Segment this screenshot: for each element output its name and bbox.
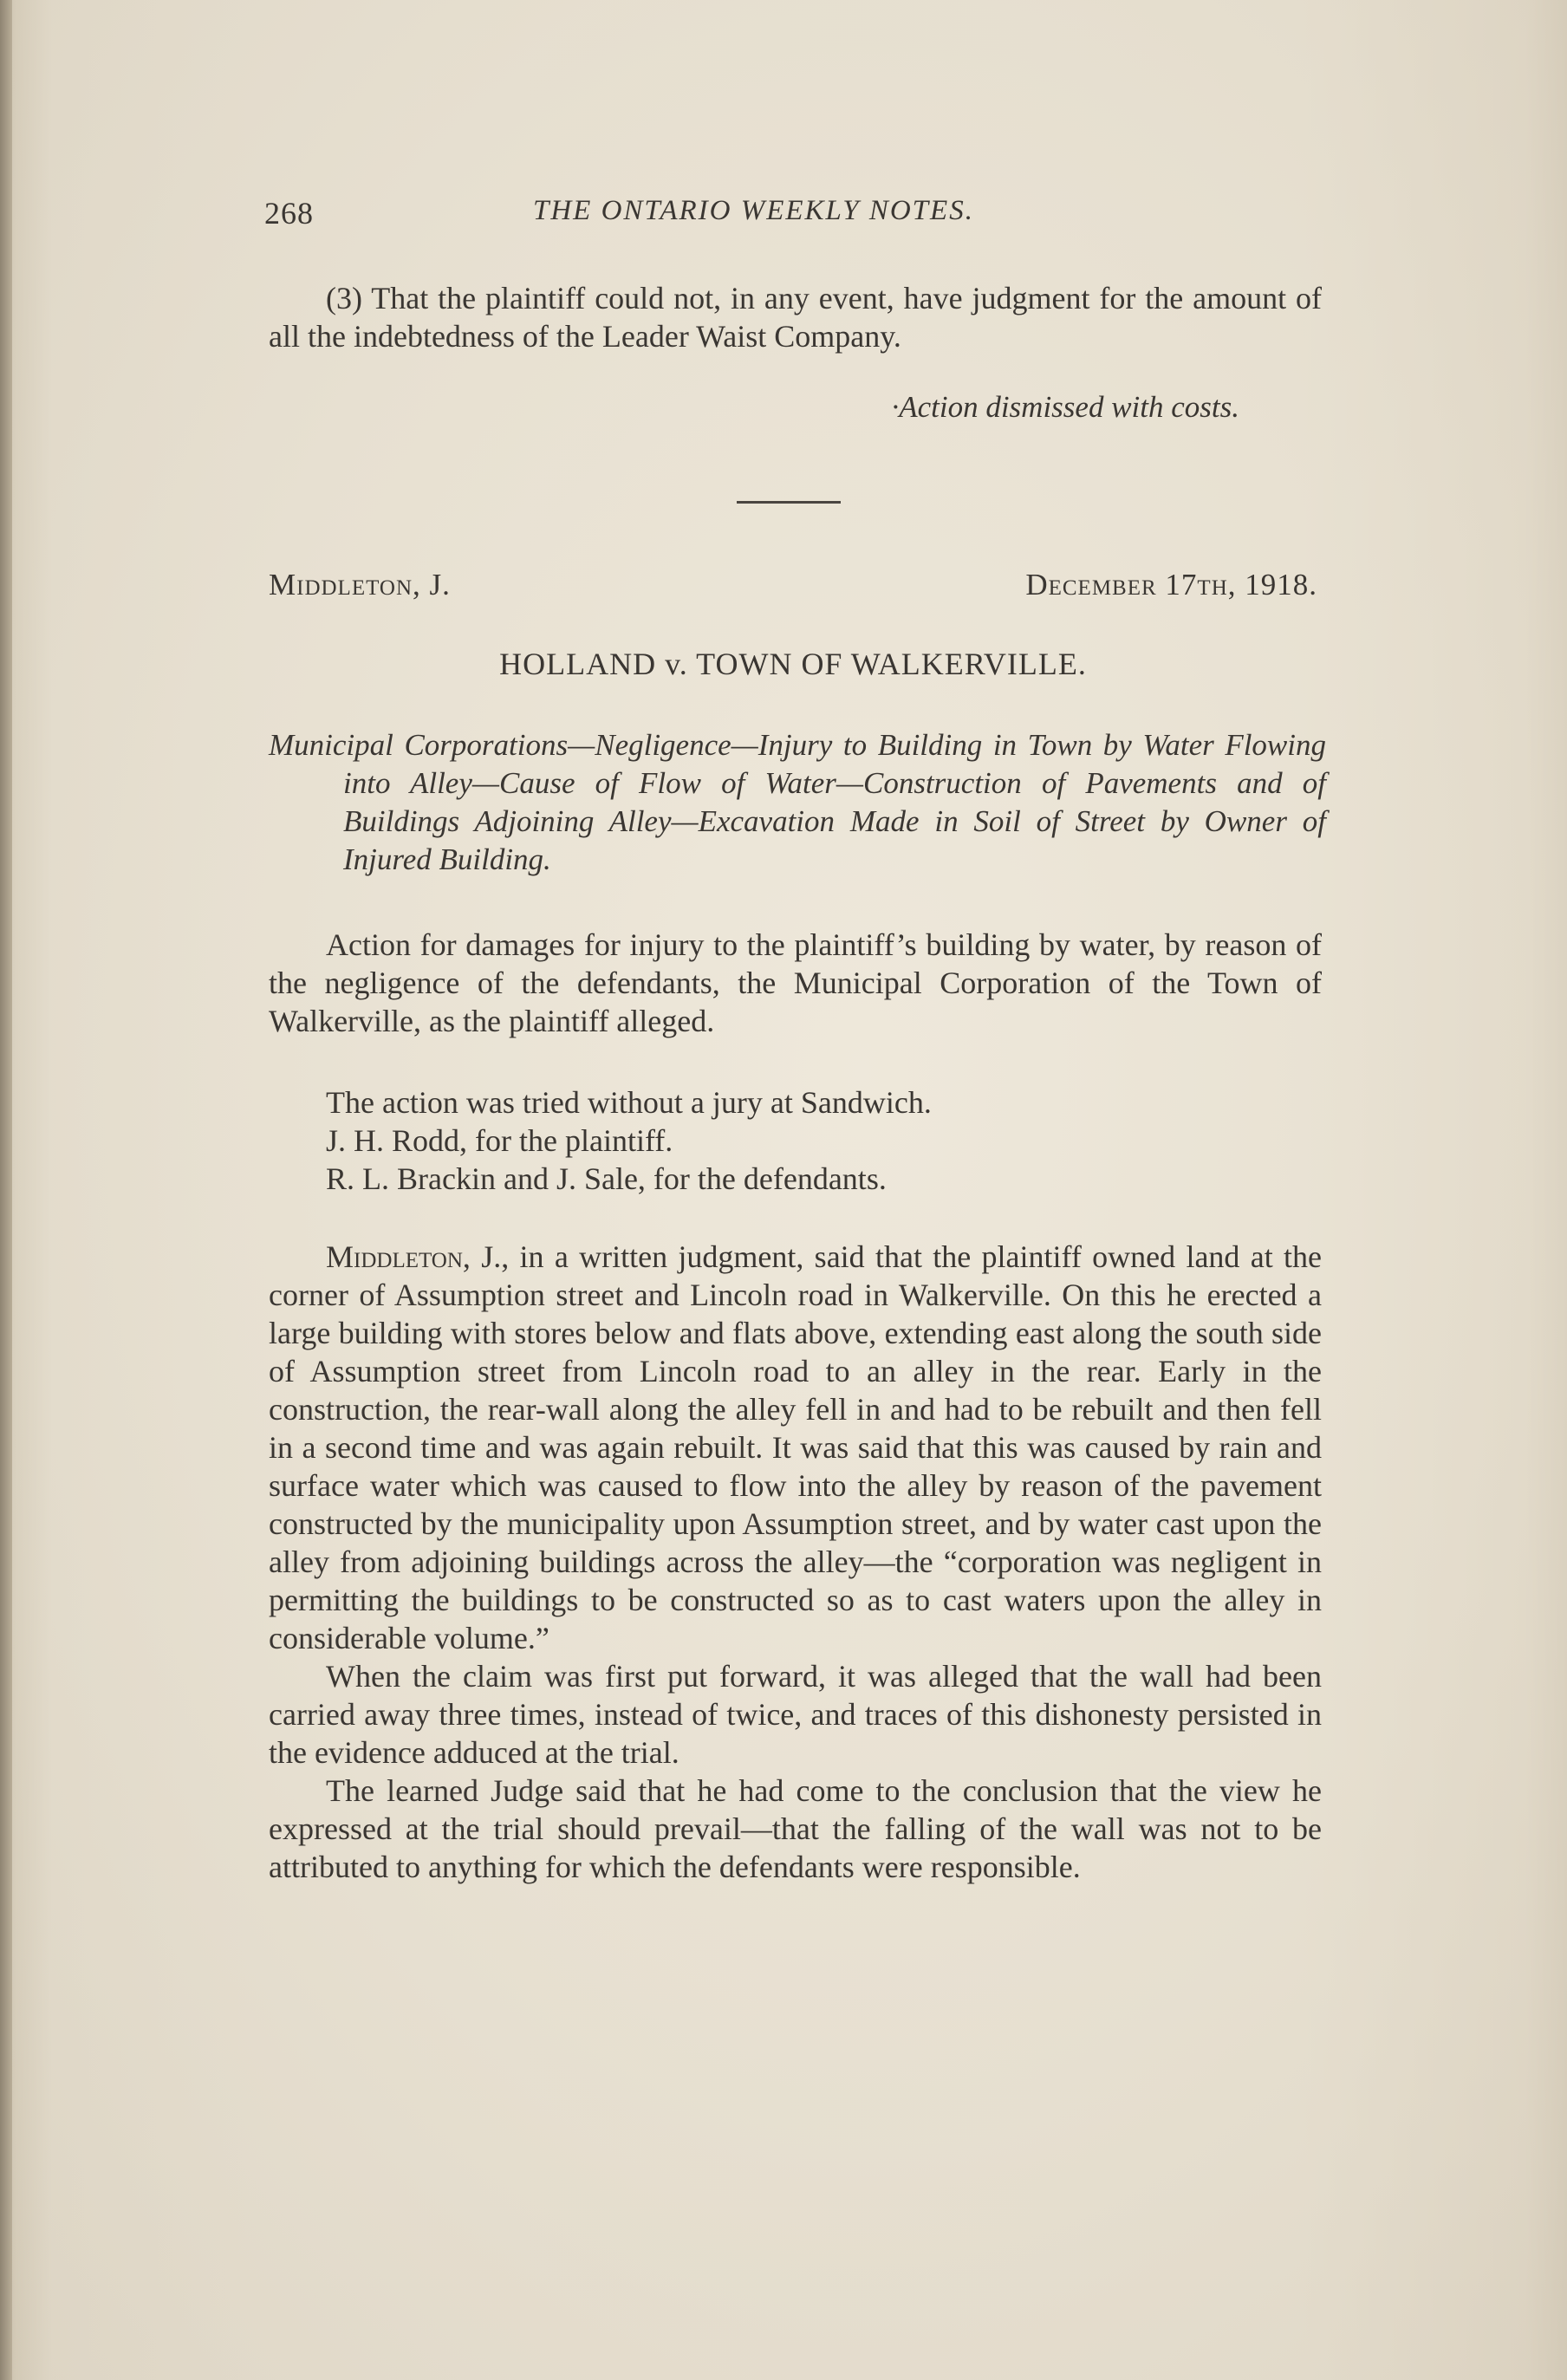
plaintiff-counsel: J. H. Rodd, for the plaintiff. [326,1123,673,1158]
running-title: THE ONTARIO WEEKLY NOTES. [533,195,974,226]
trial-line: The action was tried without a jury at Sandwich. [326,1085,932,1120]
defendant-counsel: R. L. Brackin and J. Sale, for the defendants. [326,1161,887,1196]
headnote: Municipal Corporations—Negligence—Injury to Building in Town by Water Flowing into Alley—Cause of Flow of Water—Construction of Pavements and of Buildings Adjoining Alley—Excavation Made in Soil of Street by Owner of Injured Building. [269,728,1326,876]
prior-case-point-three: (3) That the plaintiff could not, in any event, have judgment for the amount of all the indebtedness of the Leader Waist Company. [269,281,1322,354]
judge-date-line [269,568,1317,611]
section-divider [737,501,841,504]
judgment-paragraph [269,1238,1322,1657]
decision-date: December 17th, 1918. [1025,568,1317,602]
page-number: 268 [264,196,314,231]
judge-name: Middleton, J. [269,568,451,602]
conclusion-paragraph: The learned Judge said that he had come to the conclusion that the view he expressed at the trial should prevail—that the falling of the wall was not to be attributed to anything for which the defendants were responsible. [269,1773,1322,1884]
prior-case-result: ·Action dismissed with costs. [891,390,1239,424]
page-binding-edge [0,0,12,2380]
page-header [264,195,1330,247]
case-title: HOLLAND v. TOWN OF WALKERVILLE. [499,647,1087,681]
claim-paragraph: When the claim was first put forward, it was alleged that the wall had been carried away three times, instead of twice, and traces of this dishonesty persisted in the evidence adduced at the trial. [269,1659,1322,1770]
judgment-text: , J., in a written judgment, said that the plaintiff owned land at the corner of Assumption street and Lincoln road in Walkerville. On this he erected a large building with stores below and flats above, extending east along the south side of Assumption street from Lincoln road to an alley in the rear. Early in the construction, the rear-wall along the alley fell in and had to be rebuilt and then fell in a second time and was again rebuilt. It was said that this was caused by rain and surface water which was caused to flow into the alley by reason of the pavement constructed by the municipality upon Assumption street, and by water cast upon the alley from adjoining buildings across the alley—the “corporation was negligent in permitting the buildings to be constructed so as to cast waters upon the alley in considerable volume.” [269,1239,1322,1655]
judgment-author: Middleton [326,1239,463,1274]
judgment-body [269,1238,1322,1886]
trial-and-counsel [326,1083,932,1198]
action-paragraph: Action for damages for injury to the plaintiff’s building by water, by reason of the negligence of the defendants, the Municipal Corporation of the Town of Walkerville, as the plaintiff alleged. [269,927,1322,1038]
